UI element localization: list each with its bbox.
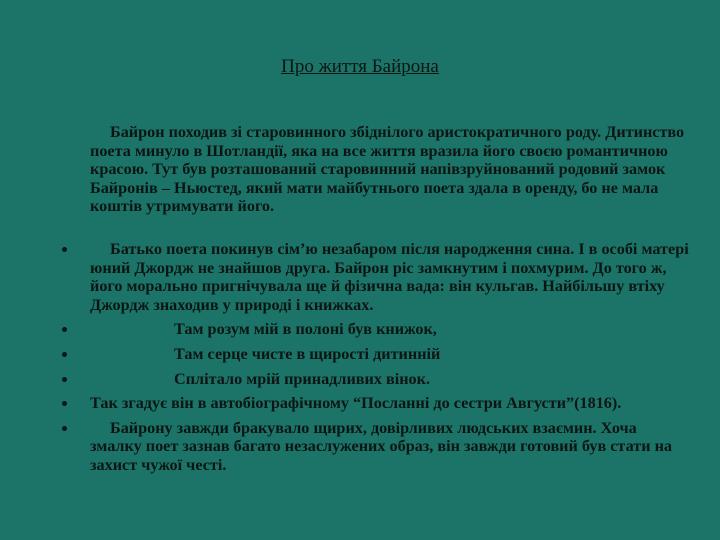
bullet-text: Байрону завжди бракувало щирих, довірливих людських взаємин. Хоча змалку поет зазнав багато незаслужених образ, він завжди готовий був стати на захист чужої честі. <box>90 418 672 474</box>
bullet-dot-icon <box>62 426 67 431</box>
bullet-item <box>62 240 690 314</box>
bullet-dot-icon <box>62 352 67 357</box>
bullet-text: Батько поета покинув сім’ю незабаром після народження сина. І в особі матері юний Джордж не знайшов друга. Байрон ріс замкнутим і похмурим. До того ж, його морально пригнічувала ще й фізична вада: він кульгав. Найбільшу втіху Джордж знаходив у природі і книжках. <box>90 240 689 314</box>
intro-text: Байрон походив зі старовинного збіднілого аристократичного роду. Дитинство поета минуло в Шотландії, яка на все життя вразила його своєю романтичною красою. Тут був розташований старовинний напівзруйнований родовий замок Байронів – Ньюстед, який мати майбутнього поета здала в оренду, бо не мала коштів утримувати його. <box>90 123 685 216</box>
bullet-list <box>62 240 690 481</box>
bullet-item <box>62 419 690 475</box>
poem-line: Там серце чисте в щирості дитинній <box>174 344 441 363</box>
bullet-item <box>62 320 690 339</box>
bullet-item <box>62 345 690 364</box>
bullet-item <box>62 394 690 413</box>
bullet-item <box>62 370 690 389</box>
bullet-dot-icon <box>62 247 67 252</box>
bullet-dot-icon <box>62 327 67 332</box>
poem-line: Сплітало мрій принадливих вінок. <box>174 369 431 388</box>
bullet-dot-icon <box>62 377 67 382</box>
slide-title: Про життя Байрона <box>281 56 439 77</box>
bullet-dot-icon <box>62 401 67 406</box>
poem-line: Там розум мій в полоні був книжок, <box>174 320 437 339</box>
bullet-text: Так згадує він в автобіографічному “Посланні до сестри Августи”(1816). <box>90 394 622 413</box>
intro-paragraph <box>90 123 690 216</box>
